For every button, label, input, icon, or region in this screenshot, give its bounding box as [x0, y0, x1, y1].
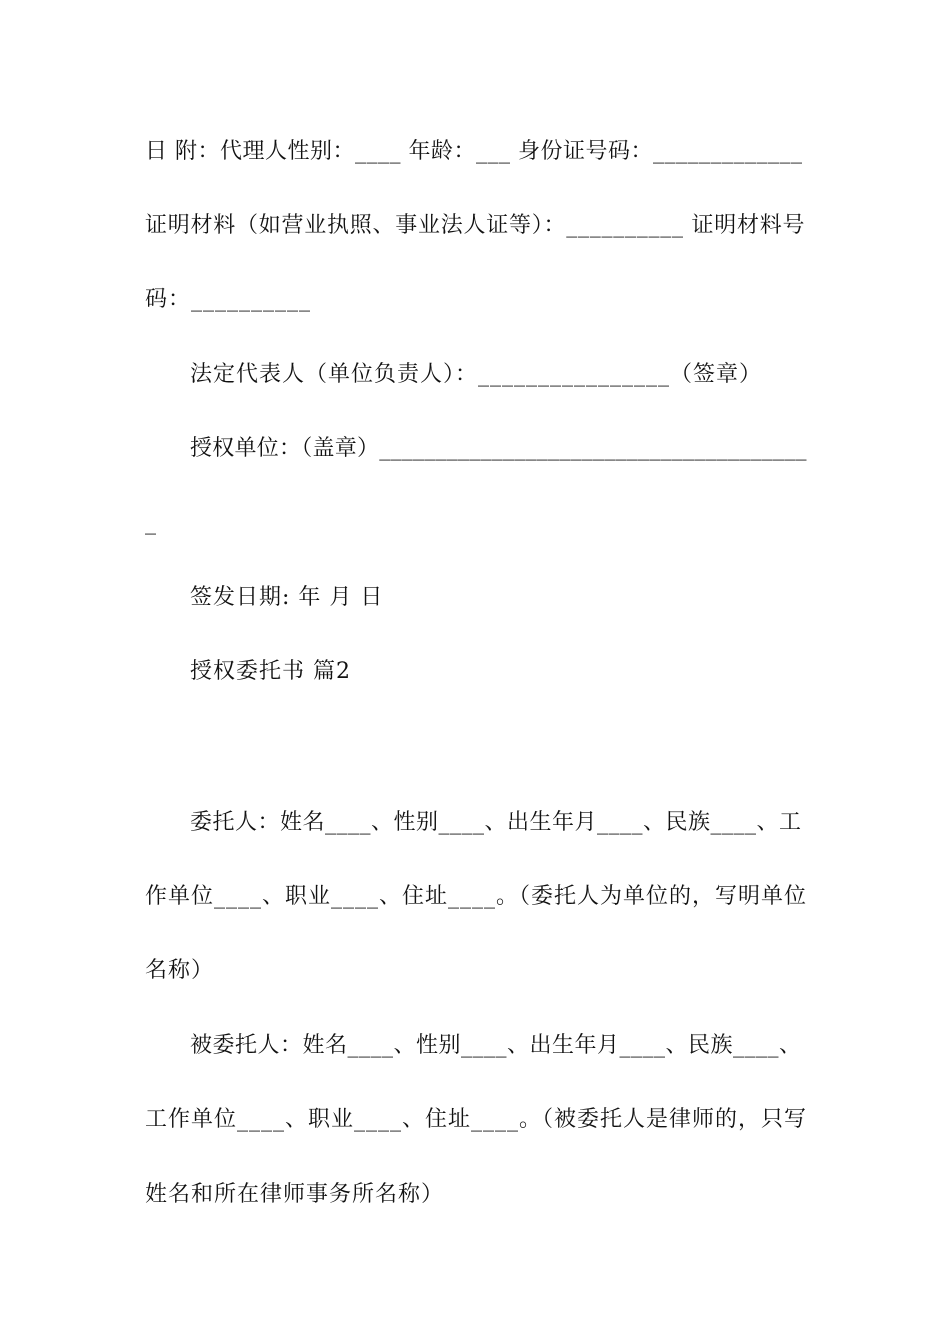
attachment-agent-info-line: 日 附：代理人性别：____ 年龄：___ 身份证号码：_____________: [145, 139, 803, 164]
section-title: 授权委托书 篇2: [190, 659, 351, 684]
underline-continuation: _: [145, 510, 157, 535]
proof-material-number-line: 码：__________: [145, 287, 312, 312]
issue-date-line: 签发日期: 年 月 日: [190, 585, 384, 610]
proof-material-line: 证明材料（如营业执照、事业法人证等）：__________ 证明材料号: [145, 213, 806, 238]
agent-line-2: 工作单位____、职业____、住址____。（被委托人是律师的，只写: [145, 1107, 808, 1132]
principal-line-1: 委托人：姓名____、性别____、出生年月____、民族____、工: [190, 810, 802, 835]
agent-line-3: 姓名和所在律师事务所名称）: [145, 1182, 445, 1207]
authorizing-unit-line: 授权单位：（盖章）______________________________________: [190, 436, 807, 461]
legal-representative-line: 法定代表人（单位负责人）：________________（签章）: [190, 362, 763, 387]
principal-line-2: 作单位____、职业____、住址____。（委托人为单位的，写明单位: [145, 884, 808, 909]
agent-line-1: 被委托人：姓名____、性别____、出生年月____、民族____、: [190, 1033, 802, 1058]
principal-line-3: 名称）: [145, 958, 215, 983]
